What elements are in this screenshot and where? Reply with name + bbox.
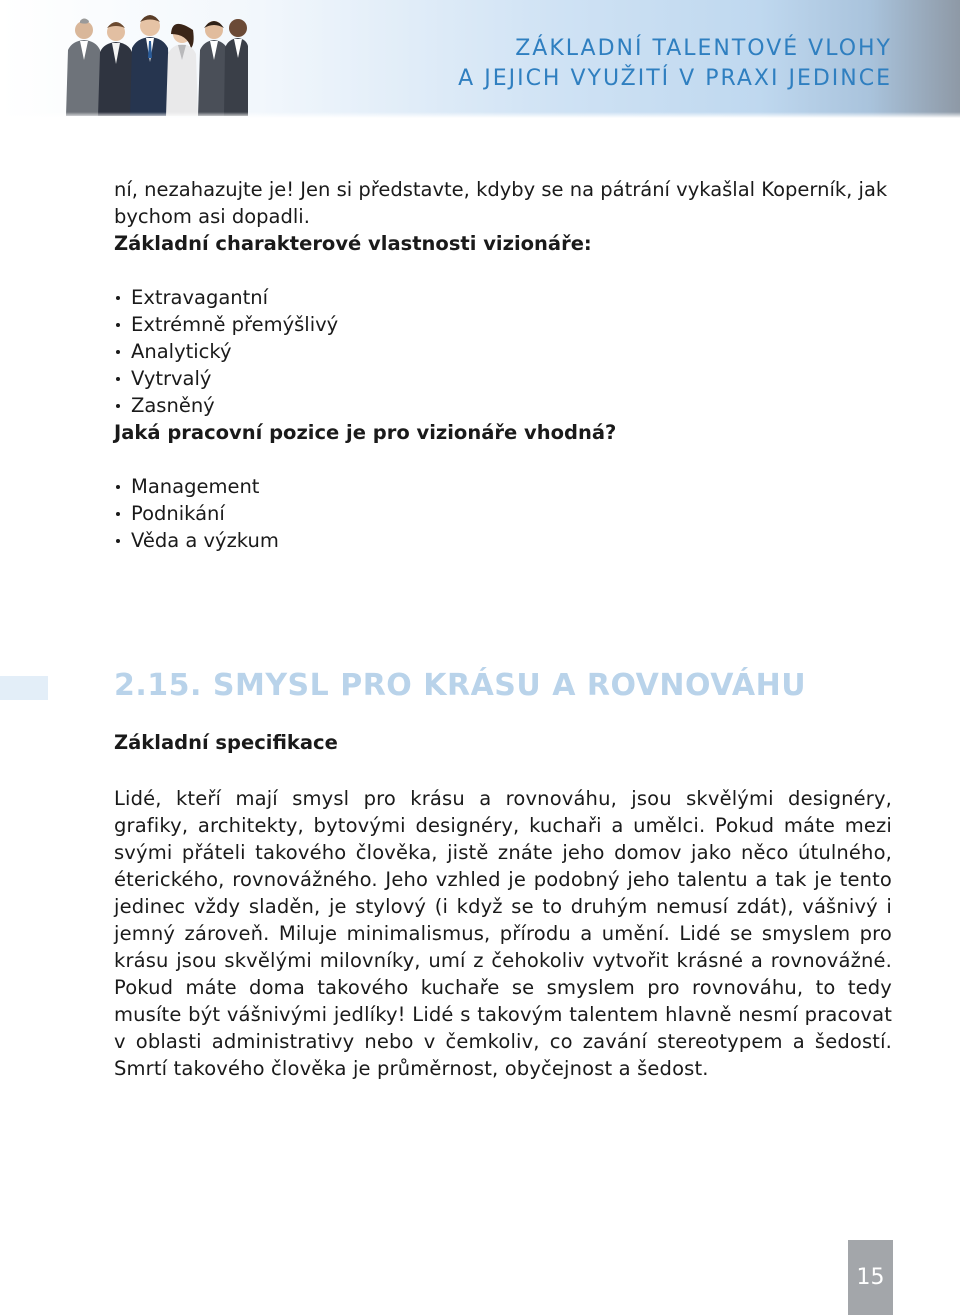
header-fade xyxy=(0,112,960,118)
positions-list xyxy=(114,473,894,554)
section-heading: 2.15. SMYSL PRO KRÁSU A ROVNOVÁHU xyxy=(114,668,807,703)
list-item: Podnikání xyxy=(114,500,894,527)
list-item: Analytický xyxy=(114,338,894,365)
list-item: Věda a výzkum xyxy=(114,527,894,554)
list-item: Extravagantní xyxy=(114,284,894,311)
specification-heading: Základní specifikace xyxy=(114,731,338,754)
list-item: Extrémně přemýšlivý xyxy=(114,311,894,338)
header-title-line1: ZÁKLADNÍ TALENTOVÉ VLOHY xyxy=(515,36,892,61)
positions-heading: Jaká pracovní pozice je pro vizionáře vhodná? xyxy=(114,421,617,444)
section-marker-bar xyxy=(0,676,48,700)
business-people-image xyxy=(58,8,248,116)
section-body-paragraph: Lidé, kteří mají smysl pro krásu a rovnováhu, jsou skvělými designéry, grafiky, architekty, bytovými designéry, kuchaři a umělci. Pokud máte mezi svými přáteli takového člověka, jistě znáte jeho domov jako něco útulného, éterického, rovnovážného. Jeho vzhled je podobný jeho talentu a tak je tento jedinec vždy sladěn, je stylový (i když se to druhým nemusí zdát), vášnivý i jemný zároveň. Miluje minimalismus, přírodu a umění. Lidé se smyslem pro krásu jsou skvělými milovníky, umí z čehokoliv vytvořit krásné a rovnovážné. Pokud máte doma takového kuchaře se smyslem pro rovnováhu, to tedy musíte být vášnivými jedlíky! Lidé s takovým talentem hlavně nesmí pracovat v oblasti administrativy nebo v čemkoliv, co zavání stereotypem a šedostí. Smrtí takového člověka je průměrnost, obyčejnost a šedost. xyxy=(114,787,892,1080)
page-header xyxy=(0,0,960,118)
list-item: Zasněný xyxy=(114,392,894,419)
header-title xyxy=(458,34,892,94)
list-item: Management xyxy=(114,473,894,500)
list-item: Vytrvalý xyxy=(114,365,894,392)
traits-list xyxy=(114,284,894,419)
traits-heading: Základní charakterové vlastnosti vizionáře: xyxy=(114,232,592,255)
page-content xyxy=(114,176,894,554)
intro-paragraph: ní, nezahazujte je! Jen si představte, kdyby se na pátrání vykašlal Koperník, jak bychom asi dopadli. xyxy=(114,178,888,228)
header-title-line2: A JEJICH VYUŽITÍ V PRAXI JEDINCE xyxy=(458,66,892,91)
page-number: 15 xyxy=(848,1240,893,1315)
